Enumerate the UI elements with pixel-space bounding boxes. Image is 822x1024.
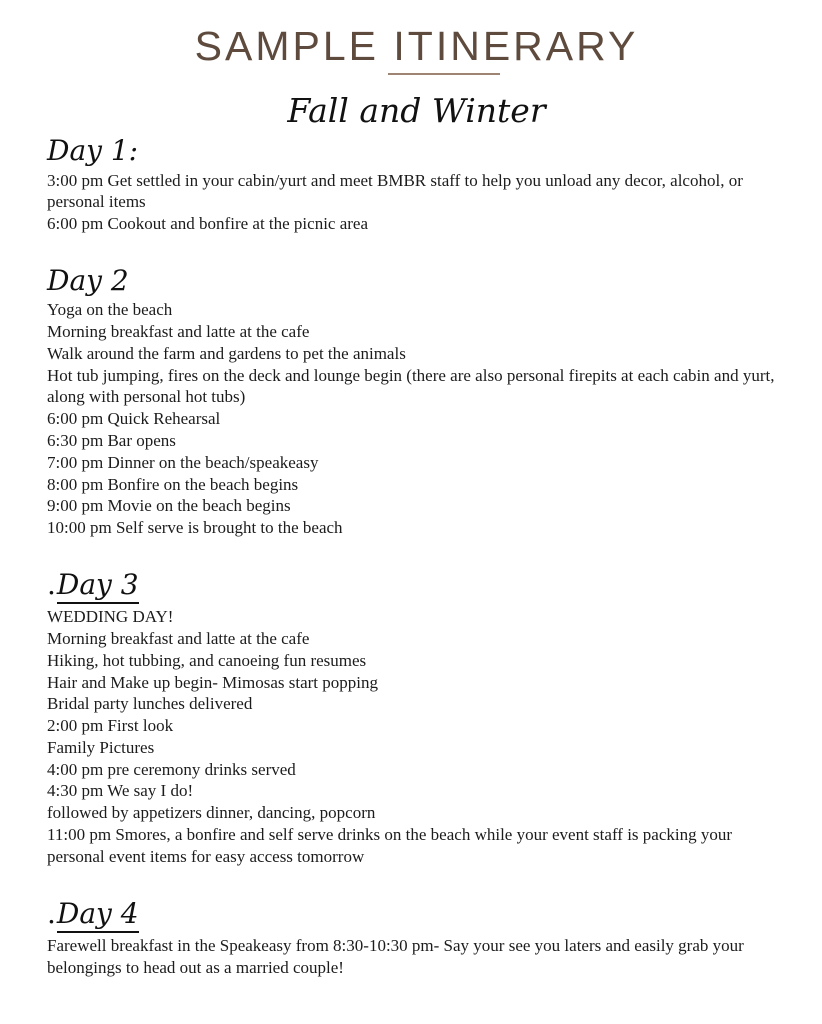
page-title: SAMPLE ITINERARY [194,23,639,69]
day-section-1 [47,135,786,235]
day-heading [47,265,786,297]
itinerary-line: 11:00 pm Smores, a bonfire and self serve drinks on the beach while your event staff is packing your personal event items for easy access tomorrow [47,825,733,866]
itinerary-line: 6:00 pm Cookout and bonfire at the picnic area [47,214,369,234]
itinerary-line: 9:00 pm Movie on the beach begins [47,496,291,516]
itinerary-line: Family Pictures [47,737,155,757]
leading-period: . [47,567,56,601]
itinerary-line: Hiking, hot tubbing, and canoeing fun resumes [47,650,367,670]
itinerary-line: 4:00 pm pre ceremony drinks served [47,759,296,779]
itinerary-line: 3:00 pm Get settled in your cabin/yurt and meet BMBR staff to help you unload any decor, alcohol, or personal items [47,170,743,212]
itinerary-sections [47,135,786,978]
itinerary-line: Hair and Make up begin- Mimosas start popping [47,672,378,692]
itinerary-line: followed by appetizers dinner, dancing, popcorn [47,803,376,823]
itinerary-line: Yoga on the beach [47,300,173,320]
day-section-3 [47,569,786,868]
document-header [47,24,786,129]
itinerary-line: Bridal party lunches delivered [47,694,253,714]
itinerary-line: Farewell breakfast in the Speakeasy from 8:30-10:30 pm- Say your see you laters and easily grab your belongings to head out as a married couple! [47,935,744,977]
itinerary-line: 4:30 pm We say I do! [47,781,194,801]
itinerary-line: Hot tub jumping, fires on the deck and lounge begin (there are also personal firepits at each cabin and yurt, along with personal hot tubs) [47,365,775,407]
day-heading-label: Day 3 [57,569,139,604]
title-underline-decoration [388,73,500,75]
itinerary-line: 6:00 pm Quick Rehearsal [47,409,221,429]
itinerary-line: 10:00 pm Self serve is brought to the beach [47,518,343,538]
itinerary-line: WEDDING DAY! [47,607,174,627]
day-heading-label: Day 4 [57,898,139,933]
day-section-4 [47,898,786,979]
itinerary-line: 8:00 pm Bonfire on the beach begins [47,474,299,494]
page-subtitle: Fall and Winter [287,91,546,131]
itinerary-line: Morning breakfast and latte at the cafe [47,628,310,648]
itinerary-line: Morning breakfast and latte at the cafe [47,321,310,341]
itinerary-line: 6:30 pm Bar opens [47,430,176,450]
leading-period: . [47,896,56,930]
day-section-2 [47,265,786,539]
day-heading-label: Day 2 [47,263,129,297]
itinerary-line: 2:00 pm First look [47,716,174,736]
itinerary-line: Walk around the farm and gardens to pet the animals [47,343,406,363]
day-heading-label: Day 1: [47,134,139,168]
day-heading [47,898,786,933]
day-heading [47,569,786,604]
day-heading [47,135,786,167]
itinerary-line: 7:00 pm Dinner on the beach/speakeasy [47,452,319,472]
